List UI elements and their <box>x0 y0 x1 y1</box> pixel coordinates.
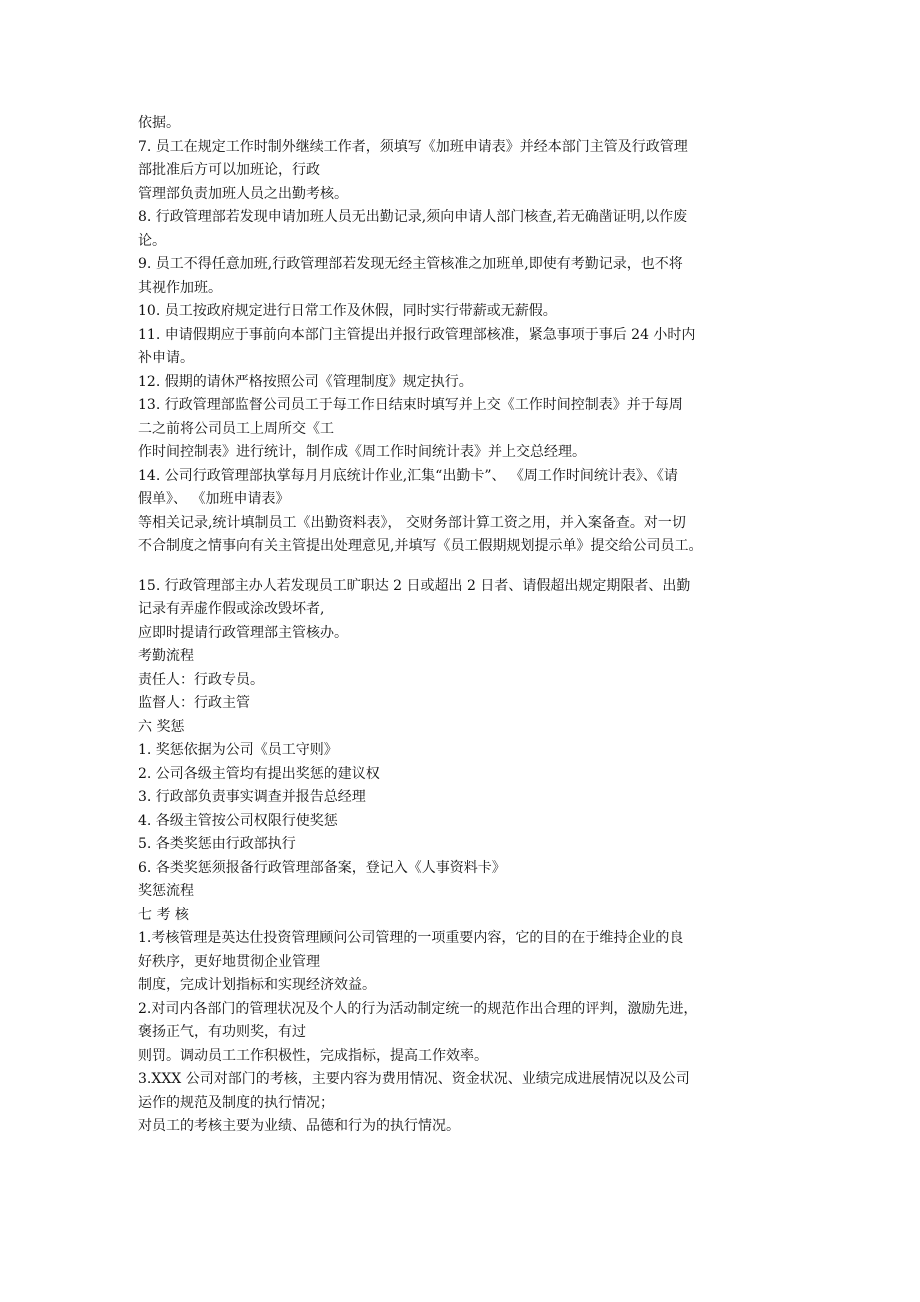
text-line: 10. 员工按政府规定进行日常工作及休假，同时实行带薪或无薪假。 <box>138 303 557 319</box>
text-line: 11. 申请假期应于事前向本部门主管提出并报行政管理部核准，紧急事项于事后 24 小时内 <box>138 326 696 343</box>
text-line: 3.XXX 公司对部门的考核，主要内容为费用情况、资金状况、业绩完成进展情况以及公司 <box>138 1071 690 1087</box>
text-line: 1.考核管理是英达仕投资管理顾问公司管理的一项重要内容，它的目的在于维持企业的良 <box>138 930 684 946</box>
text-line: 假单》、 《加班申请表》 <box>138 491 290 507</box>
text-line: 部批准后方可以加班论，行政 <box>138 162 320 178</box>
text-line: 不合制度之情事向有关主管提出处理意见,并填写《员工假期规划提示单》提交给公司员工。 <box>138 538 703 554</box>
text-line: 好秩序，更好地贯彻企业管理 <box>138 953 320 970</box>
text-line: 6. 各类奖惩须报备行政管理部备案，登记入《人事资料卡》 <box>138 859 506 876</box>
text-line: 2.对司内各部门的管理状况及个人的行为活动制定统一的规范作出合理的评判，激励先进， <box>138 1000 698 1017</box>
text-line: 褒扬正气，有功则奖，有过 <box>138 1024 306 1040</box>
text-line: 1. 奖惩依据为公司《员工守则》 <box>138 742 338 758</box>
text-line: 作时间控制表》进行统计，制作成《周工作时间统计表》并上交总经理。 <box>138 444 586 460</box>
text-line: 论。 <box>138 232 166 249</box>
text-line: 应即时提请行政管理部主管核办。 <box>138 624 348 641</box>
text-line: 制度，完成计划指标和实现经济效益。 <box>138 977 376 993</box>
text-line: 2. 公司各级主管均有提出奖惩的建议权 <box>138 765 380 782</box>
text-line: 运作的规范及制度的执行情况； <box>138 1094 334 1111</box>
text-line: 8. 行政管理部若发现申请加班人员无出勤记录,须向申请人部门核查,若无确凿证明,以作废 <box>138 209 688 225</box>
text-line: 4. 各级主管按公司权限行使奖惩 <box>138 812 338 829</box>
text-line: 记录有弄虚作假或涂改毁坏者, <box>138 601 325 617</box>
text-line: 奖惩流程 <box>138 883 194 899</box>
text-line: 依据。 <box>138 115 180 131</box>
text-line: 7. 员工在规定工作时制外继续工作者，须填写《加班申请表》并经本部门主管及行政管理 <box>138 138 688 155</box>
text-line: 12. 假期的请休严格按照公司《管理制度》规定执行。 <box>138 373 473 390</box>
text-line: 等相关记录,统计填制员工《出勤资料表》， 交财务部计算工资之用，并入案备查。对一切 <box>138 514 686 531</box>
text-line: 则罚。调动员工工作积极性，完成指标，提高工作效率。 <box>138 1047 488 1064</box>
text-line: 二之前将公司员工上周所交《工 <box>138 420 334 437</box>
text-line: 七 考 核 <box>138 906 189 923</box>
text-line: 13. 行政管理部监督公司员工于每工作日结束时填写并上交《工作时间控制表》并于每周 <box>138 397 683 413</box>
text-line: 六 奖惩 <box>138 718 185 735</box>
text-line: 对员工的考核主要为业绩、品德和行为的执行情况。 <box>138 1118 460 1134</box>
text-line: 15. 行政管理部主办人若发现员工旷职达 2 日或超出 2 日者、请假超出规定期限者、出勤 <box>138 577 691 594</box>
text-line: 责任人：行政专员。 <box>138 671 264 688</box>
text-line: 监督人：行政主管 <box>138 695 250 711</box>
text-line: 14. 公司行政管理部执掌每月月底统计作业,汇集“出勤卡”、 《周工作时间统计表》、《请 <box>138 467 678 484</box>
text-line: 补申请。 <box>138 350 194 366</box>
text-line: 管理部负责加班人员之出勤考核。 <box>138 185 348 202</box>
text-line: 其视作加班。 <box>138 279 222 296</box>
document-body <box>138 112 788 1139</box>
blank-line <box>138 559 788 575</box>
text-line: 考勤流程 <box>138 648 194 664</box>
text-line: 5. 各类奖惩由行政部执行 <box>138 836 296 852</box>
text-line: 3. 行政部负责事实调查并报告总经理 <box>138 789 366 805</box>
text-line: 9. 员工不得任意加班,行政管理部若发现无经主管核准之加班单,即使有考勤记录，也不将 <box>138 256 683 272</box>
